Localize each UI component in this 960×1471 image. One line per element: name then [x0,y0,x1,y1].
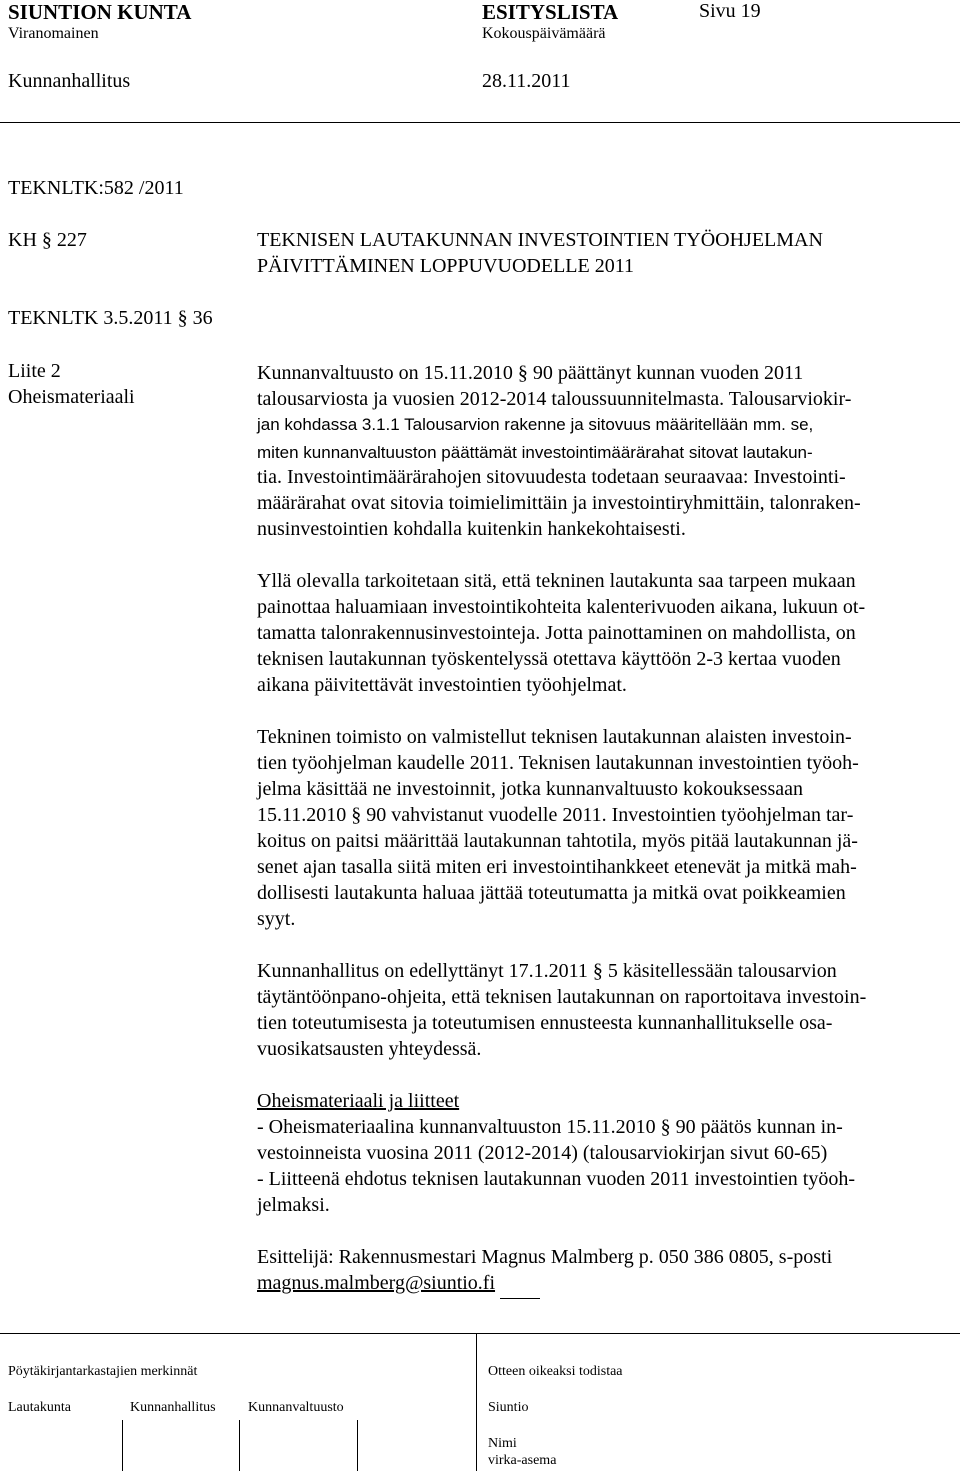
attachment-line: vestoinneista vuosina 2011 (2012-2014) (talousarviokirjan sivut 60-65) [257,1142,828,1164]
paragraph-1-line: tia. Investointimäärärahojen sitovuudesta todetaan seuraavaa: Investointi- [257,466,846,488]
paragraph-3-line: Tekninen toimisto on valmistellut teknisen lautakunnan alaisten investoin- [257,726,852,748]
footer-title: virka-asema [488,1453,557,1468]
liite-label: Liite 2 [8,360,61,382]
paragraph-3-line: tien työohjelman kaudelle 2011. Teknisen lautakunnan investointien työoh- [257,752,859,774]
paragraph-3-line: 15.11.2010 § 90 vahvistanut vuodelle 2011. Investointien työohjelman tar- [257,804,854,826]
paragraph-1-line: miten kunnanvaltuuston päättämät investointimäärärahat sitovat lautakun- [257,443,813,462]
paragraph-1-line: jan kohdassa 3.1.1 Talousarvion rakenne ja sitovuus määritellään mm. se, [257,415,814,434]
footer-right-heading: Otteen oikeaksi todistaa [488,1364,623,1379]
paragraph-3-line: syyt. [257,908,296,930]
footer-place: Siuntio [488,1400,529,1415]
paragraph-3-line: dollisesti lautakunta haluaa jättää toteutumatta ja mitkä ovat poikkeamien [257,882,846,904]
paragraph-2-line: tamatta talonrakennusinvestointeja. Jotta painottaminen on mahdollista, on [257,622,856,644]
ref-kh: KH § 227 [8,229,87,251]
paragraph-3-line: jelma käsittää ne investoinnit, jotka kunnanvaltuusto kokouksessaan [257,778,804,800]
paragraph-3-line: senet ajan tasalla siitä miten eri investointihankkeet etenevät ja mitkä mah- [257,856,857,878]
paragraph-4-line: Kunnanhallitus on edellyttänyt 17.1.2011 § 5 käsitellessään talousarvion [257,960,837,982]
paragraph-1-line: määrärahat ovat sitovia toimielimittäin ja investointiryhmittäin, talonraken- [257,492,861,514]
email-underline-tail [500,1298,540,1299]
attachment-line: jelmaksi. [257,1194,330,1216]
footer-divider [0,1333,960,1334]
paragraph-4-line: vuosikatsausten yhteydessä. [257,1038,482,1060]
paragraph-1-line: talousarviosta ja vuosien 2012-2014 taloussuunnitelmasta. Talousarviokir- [257,388,852,410]
page-number: Sivu 19 [699,0,761,22]
date-label: Kokouspäivämäärä [482,25,606,42]
paragraph-2-line: Yllä olevalla tarkoitetaan sitä, että tekninen lautakunta saa tarpeen mukaan [257,570,856,592]
footer-col-kunnanvaltuusto: Kunnanvaltuusto [248,1400,344,1415]
paragraph-1-line: Kunnanvaltuusto on 15.11.2010 § 90 päättänyt kunnan vuoden 2011 [257,362,804,384]
doc-type: ESITYSLISTA [482,0,619,24]
footer-column-divider [357,1420,358,1471]
presenter-email-link[interactable]: magnus.malmberg@siuntio.fi [257,1272,496,1294]
paragraph-3-line: koitus on paitsi määrittää lautakunnan tahtotila, myös pitää lautakunnan jä- [257,830,858,852]
item-title-line2: PÄIVITTÄMINEN LOPPUVUODELLE 2011 [257,255,635,277]
attachment-line: - Oheismateriaalina kunnanvaltuuston 15.11.2010 § 90 päätös kunnan in- [257,1116,843,1138]
paragraph-4-line: täytäntöönpano-ohjeita, että teknisen lautakunnan on raportoitava investoin- [257,986,867,1008]
meeting-date: 28.11.2011 [482,70,571,92]
footer-col-kunnanhallitus: Kunnanhallitus [130,1400,216,1415]
oheismateriaali-label: Oheismateriaali [8,386,135,408]
paragraph-4-line: tien toteutumisesta ja toteutumisen ennusteesta kunnanhallitukselle osa- [257,1012,833,1034]
ref-teknltk: TEKNLTK:582 /2011 [8,177,184,199]
item-title-line1: TEKNISEN LAUTAKUNNAN INVESTOINTIEN TYÖOHJELMAN [257,229,823,251]
header-divider [0,122,960,123]
paragraph-2-line: aikana päivitettävät investointien työohjelmat. [257,674,627,696]
footer-col-lautakunta: Lautakunta [8,1400,71,1415]
ref-teknltk-prev: TEKNLTK 3.5.2011 § 36 [8,307,213,329]
presenter: Esittelijä: Rakennusmestari Magnus Malmberg p. 050 386 0805, s-posti [257,1246,833,1268]
paragraph-2-line: teknisen lautakunnan työskentelyssä otettava käyttöön 2-3 kertaa vuoden [257,648,841,670]
attachment-line: - Liitteenä ehdotus teknisen lautakunnan vuoden 2011 investointien työoh- [257,1168,856,1190]
footer-left-heading: Pöytäkirjantarkastajien merkinnät [8,1364,198,1379]
attachments-heading: Oheismateriaali ja liitteet [257,1090,460,1112]
paragraph-1-line: nusinvestointien kohdalla kuitenkin hankekohtaisesti. [257,518,686,540]
org-name: SIUNTION KUNTA [8,0,192,24]
footer-name: Nimi [488,1436,517,1451]
paragraph-2-line: painottaa haluamiaan investointikohteita kalenterivuoden aikana, lukuun ot- [257,596,866,618]
footer-column-divider [122,1420,123,1471]
footer-column-divider [476,1333,477,1471]
authority-label: Viranomainen [8,25,99,42]
footer-column-divider [239,1420,240,1471]
authority: Kunnanhallitus [8,70,131,92]
